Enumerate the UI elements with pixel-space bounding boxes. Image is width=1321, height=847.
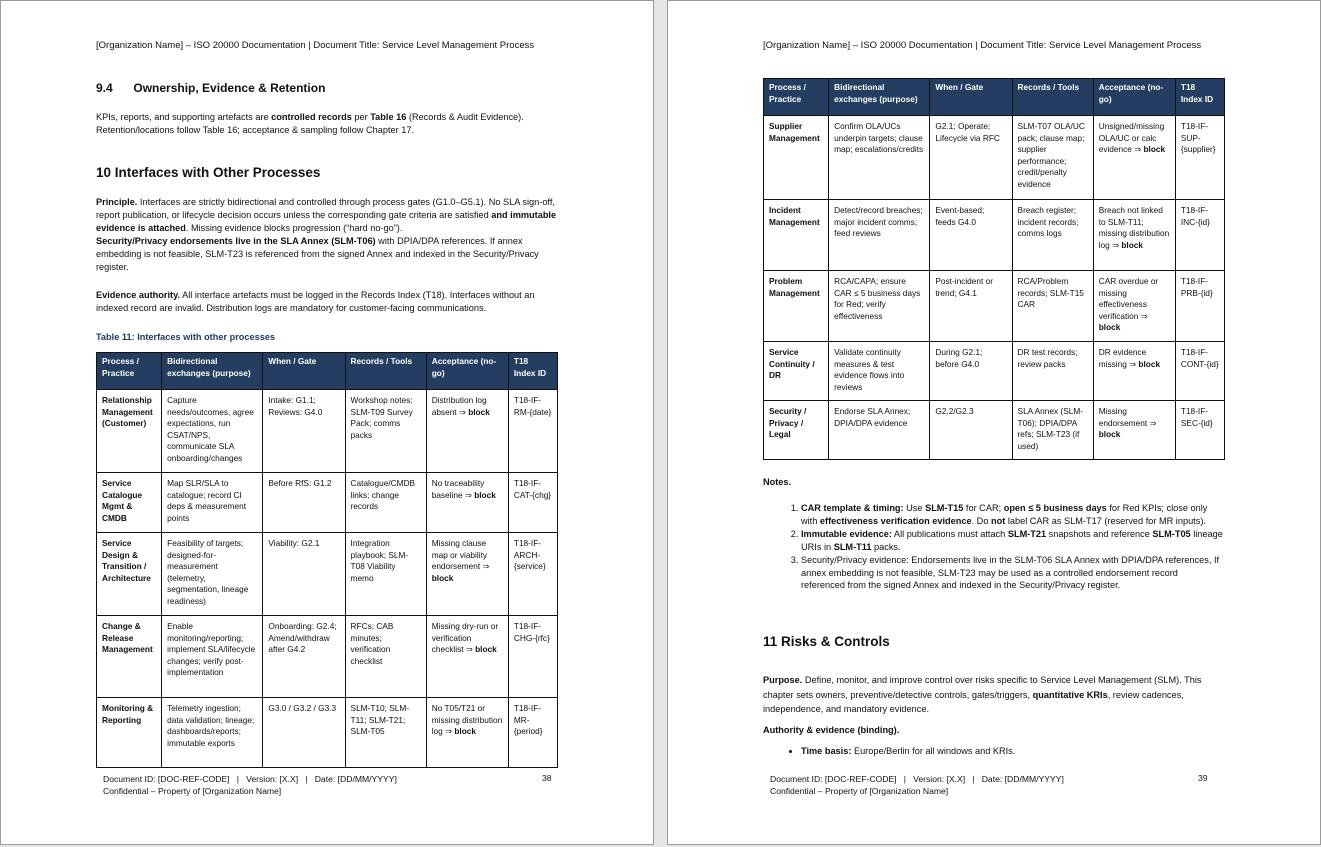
bullet-item: • Time basis: Europe/Berlin for all windows and KRIs.	[801, 746, 1225, 756]
cell-exchanges: Capture needs/outcomes, agree expectations, run CSAT/NPS, communicate SLA onboarding/changes	[162, 390, 263, 473]
cell-index-id: T18-IF-CONT-{id}	[1175, 342, 1224, 401]
document-page-39	[667, 0, 1321, 845]
page-footer	[103, 773, 523, 797]
cell-acceptance: Missing dry-run or verification checklist ⇒ block	[426, 616, 508, 698]
page-number: 39	[1198, 773, 1208, 783]
cell-records: SLA Annex (SLM-T06); DPIA/DPA refs; SLM-T23 (if used)	[1012, 401, 1093, 460]
cell-records: SLM-T07 OLA/UC pack; clause map; supplier performance; credit/penalty evidence	[1012, 116, 1093, 200]
cell-exchanges: Endorse SLA Annex; DPIA/DPA evidence	[829, 401, 930, 460]
cell-records: SLM-T10; SLM-T11; SLM-T21; SLM-T05	[345, 698, 426, 768]
cell-process: Service Continuity / DR	[764, 342, 829, 401]
section-10-heading: 10 Interfaces with Other Processes	[96, 165, 321, 180]
cell-acceptance: Unsigned/missing OLA/UC or calc evidence ⇒ block	[1093, 116, 1175, 200]
cell-acceptance: Missing clause map or viability endorsement ⇒ block	[426, 533, 508, 616]
cell-acceptance: Missing endorsement ⇒ block	[1093, 401, 1175, 460]
cell-exchanges: Validate continuity measures & test evidence flows into reviews	[829, 342, 930, 401]
notes-list-container	[763, 502, 1223, 593]
cell-gate: Onboarding: G2.4; Amend/withdraw after G4.2	[263, 616, 345, 698]
page-footer	[770, 773, 1190, 797]
cell-records: RFCs; CAB minutes; verification checklist	[345, 616, 426, 698]
note-item: 1. CAR template & timing: Use SLM-T15 for CAR; open ≤ 5 business days for Red KPIs; close only with effectiveness verification evidence. Do not label CAR as SLM-T17 (reserved for MR inputs).	[801, 502, 1223, 527]
notes-list	[763, 502, 1223, 592]
cell-acceptance: No traceability baseline ⇒ block	[426, 473, 508, 533]
cell-index-id: T18-IF-PRB-{id}	[1175, 271, 1224, 342]
document-page-38	[0, 0, 654, 845]
table-row	[97, 533, 558, 616]
cell-index-id: T18-IF-SEC-{id}	[1175, 401, 1224, 460]
interfaces-table-continued-container	[763, 78, 1225, 460]
cell-records: Integration playbook; SLM-T08 Viability memo	[345, 533, 426, 616]
table-row	[97, 616, 558, 698]
cell-records: Catalogue/CMDB links; change records	[345, 473, 426, 533]
cell-process: Monitoring & Reporting	[97, 698, 162, 768]
section-title: Ownership, Evidence & Retention	[133, 81, 326, 95]
cell-exchanges: Map SLR/SLA to catalogue; record CI deps & measurement points	[162, 473, 263, 533]
section-9-4-heading	[96, 81, 558, 95]
cell-index-id: T18-IF-CAT-{chg}	[508, 473, 557, 533]
header-index-id: T18 Index ID	[508, 353, 557, 390]
cell-process: Change & Release Management	[97, 616, 162, 698]
header-records: Records / Tools	[1012, 79, 1093, 116]
table-row	[764, 401, 1225, 460]
principle-paragraph: Principle. Interfaces are strictly bidirectional and controlled through process gates (G1.0–G5.1). No SLA sign-off, report publication, or lifecycle decision occurs unless the corresponding gate criteria are satisfied and immutable evidence is attached. Missing evidence blocks progression (“hard no-go”). Security/Privacy endorsements live in the SLA Annex (SLM-T06) with DPIA/DPA references. If annex embedding is not feasible, SLM-T23 is referenced from the signed Annex and indexed in the Security/Privacy register.	[96, 197, 557, 272]
footer-confidential: Confidential – Property of [Organization Name]	[770, 786, 949, 796]
section-11-heading: 11 Risks & Controls	[763, 634, 890, 649]
authority-list-container	[763, 746, 1225, 756]
header-acceptance: Acceptance (no-go)	[1093, 79, 1175, 116]
cell-acceptance: CAR overdue or missing effectiveness verification ⇒ block	[1093, 271, 1175, 342]
cell-records: DR test records; review packs	[1012, 342, 1093, 401]
cell-exchanges: Telemetry ingestion; data validation; lineage; dashboards/reports; immutable exports	[162, 698, 263, 768]
notes-label: Notes.	[763, 477, 792, 487]
interfaces-table-container	[96, 352, 558, 768]
header-index-id: T18 Index ID	[1175, 79, 1224, 116]
page-header: [Organization Name] – ISO 20000 Documentation | Document Title: Service Level Management Process	[96, 40, 535, 51]
section-number: 9.4	[96, 81, 113, 95]
table-header-row	[764, 79, 1225, 116]
cell-gate: G3.0 / G3.2 / G3.3	[263, 698, 345, 768]
cell-process: Security / Privacy / Legal	[764, 401, 829, 460]
table-row	[764, 200, 1225, 271]
header-acceptance: Acceptance (no-go)	[426, 353, 508, 390]
header-process: Process / Practice	[97, 353, 162, 390]
cell-exchanges: Enable monitoring/reporting; implement SLA/lifecycle changes; verify post-implementation	[162, 616, 263, 698]
cell-gate: During G2.1; before G4.0	[930, 342, 1012, 401]
footer-doc-info: Document ID: [DOC-REF-CODE] | Version: [X.X] | Date: [DD/MM/YYYY]	[103, 774, 397, 784]
interfaces-table	[96, 352, 558, 768]
header-gate: When / Gate	[263, 353, 345, 390]
header-exchanges: Bidirectional exchanges (purpose)	[162, 353, 263, 390]
cell-process: Incident Management	[764, 200, 829, 271]
header-records: Records / Tools	[345, 353, 426, 390]
cell-exchanges: Confirm OLA/UCs underpin targets; clause map; escalations/credits	[829, 116, 930, 200]
cell-gate: G2.1; Operate; Lifecycle via RFC	[930, 116, 1012, 200]
authority-list	[763, 746, 1225, 756]
authority-label: Authority & evidence (binding).	[763, 725, 900, 735]
page-number: 38	[542, 773, 552, 783]
note-item: 2. Immutable evidence: All publications must attach SLM-T21 snapshots and reference SLM-T05 lineage URIs in SLM-T11 packs.	[801, 528, 1223, 553]
cell-acceptance: Distribution log absent ⇒ block	[426, 390, 508, 473]
header-exchanges: Bidirectional exchanges (purpose)	[829, 79, 930, 116]
cell-records: Workshop notes; SLM-T09 Survey Pack; comms packs	[345, 390, 426, 473]
table-row	[97, 473, 558, 533]
footer-confidential: Confidential – Property of [Organization Name]	[103, 786, 282, 796]
cell-acceptance: DR evidence missing ⇒ block	[1093, 342, 1175, 401]
cell-exchanges: RCA/CAPA; ensure CAR ≤ 5 business days for Red; verify effectiveness	[829, 271, 930, 342]
table-header-row	[97, 353, 558, 390]
header-gate: When / Gate	[930, 79, 1012, 116]
cell-exchanges: Detect/record breaches; major incident comms; feed reviews	[829, 200, 930, 271]
evidence-authority-paragraph: Evidence authority. All interface artefacts must be logged in the Records Index (T18). Interfaces without an indexed record are invalid. Distribution logs are mandatory for customer-facing communications.	[96, 290, 535, 313]
table-caption: Table 11: Interfaces with other processes	[96, 332, 276, 342]
purpose-paragraph: Purpose. Define, monitor, and improve control over risks specific to Service Level Management (SLM). This chapter sets owners, preventive/detective controls, gates/triggers, quantitative KRIs, review cadences, independence, and mandatory evidence.	[763, 675, 1202, 714]
footer-doc-info: Document ID: [DOC-REF-CODE] | Version: [X.X] | Date: [DD/MM/YYYY]	[770, 774, 1064, 784]
header-process: Process / Practice	[764, 79, 829, 116]
cell-gate: G2.2/G2.3	[930, 401, 1012, 460]
cell-records: RCA/Problem records; SLM-T15 CAR	[1012, 271, 1093, 342]
cell-index-id: T18-IF-RM-{date}	[508, 390, 557, 473]
cell-index-id: T18-IF-INC-{id}	[1175, 200, 1224, 271]
cell-index-id: T18-IF-ARCH-{service}	[508, 533, 557, 616]
cell-index-id: T18-IF-SUP-{supplier}	[1175, 116, 1224, 200]
cell-process: Problem Management	[764, 271, 829, 342]
cell-records: Breach register; incident records; comms logs	[1012, 200, 1093, 271]
cell-gate: Intake: G1.1; Reviews: G4.0	[263, 390, 345, 473]
cell-exchanges: Feasibility of targets; designed-for-measurement (telemetry, segmentation, lineage readiness)	[162, 533, 263, 616]
cell-process: Relationship Management (Customer)	[97, 390, 162, 473]
cell-gate: Post-incident or trend; G4.1	[930, 271, 1012, 342]
table-row	[97, 390, 558, 473]
note-item: 3. Security/Privacy evidence: Endorsements live in the SLM-T06 SLA Annex with DPIA/DPA references, If annex embedding is not feasible, SLM-T23 may be used as a controlled endorsement record referenced from the signed Annex and indexed in the Security/Privacy register.	[801, 554, 1223, 592]
cell-process: Supplier Management	[764, 116, 829, 200]
table-row	[764, 342, 1225, 401]
cell-gate: Event-based; feeds G4.0	[930, 200, 1012, 271]
cell-index-id: T18-IF-MR-{period}	[508, 698, 557, 768]
page-header: [Organization Name] – ISO 20000 Documentation | Document Title: Service Level Management Process	[763, 40, 1202, 51]
cell-gate: Viability: G2.1	[263, 533, 345, 616]
interfaces-table-continued	[763, 78, 1225, 460]
cell-process: Service Catalogue Mgmt & CMDB	[97, 473, 162, 533]
section-9-4-paragraph: KPIs, reports, and supporting artefacts are controlled records per Table 16 (Records & Audit Evidence). Retention/locations follow Table 16; acceptance & sampling follow Chapter 17.	[96, 112, 524, 135]
cell-acceptance: No T05/T21 or missing distribution log ⇒ block	[426, 698, 508, 768]
table-row	[97, 698, 558, 768]
cell-process: Service Design & Transition / Architecture	[97, 533, 162, 616]
cell-acceptance: Breach not linked to SLM-T11; missing distribution log ⇒ block	[1093, 200, 1175, 271]
cell-gate: Before RfS: G1.2	[263, 473, 345, 533]
cell-index-id: T18-IF-CHG-{rfc}	[508, 616, 557, 698]
table-row	[764, 271, 1225, 342]
table-row	[764, 116, 1225, 200]
